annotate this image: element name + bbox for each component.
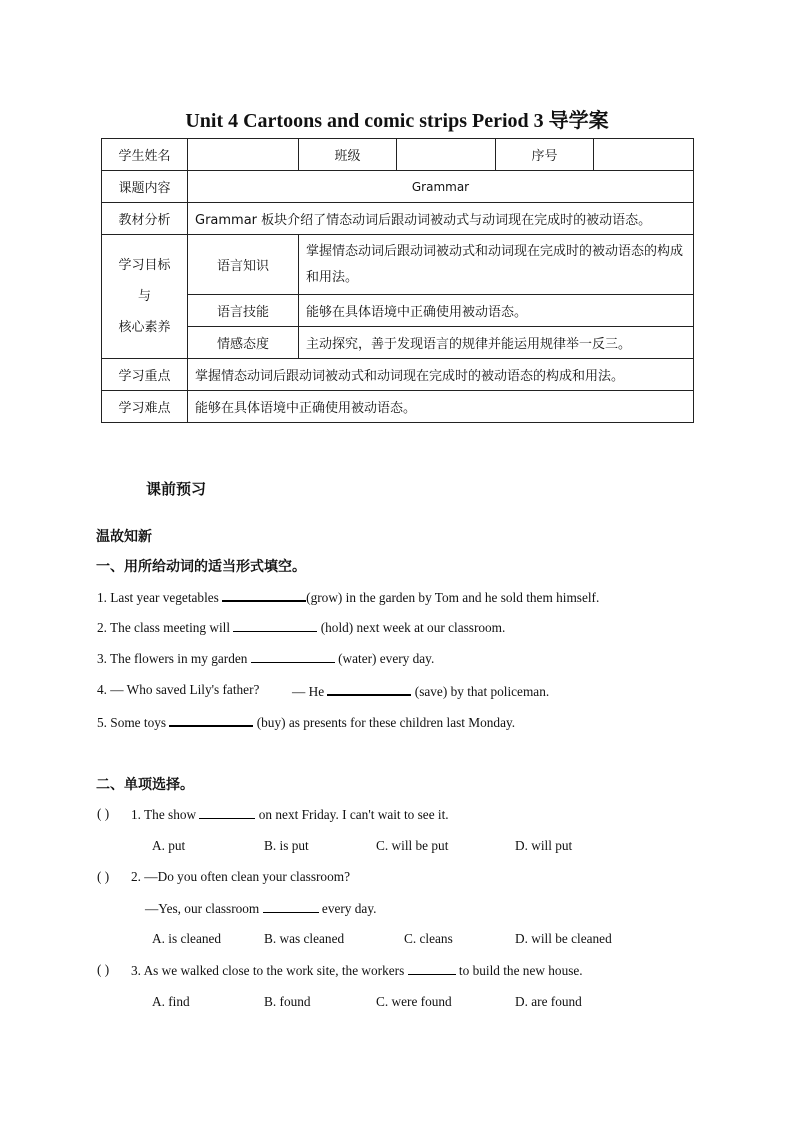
table-row <box>102 391 694 423</box>
skill-label: 语言技能 <box>188 295 299 327</box>
answer-blank[interactable] <box>327 682 411 696</box>
analysis-label: 教材分析 <box>102 203 188 235</box>
question-text: 5. Some toys <box>97 715 170 730</box>
answer-blank[interactable] <box>263 900 319 913</box>
question-text: on next Friday. I can't wait to see it. <box>255 807 449 822</box>
table-row <box>102 235 694 295</box>
question-text: (water) every day. <box>334 651 435 666</box>
seat-no-cell[interactable] <box>594 139 694 171</box>
fill-question-2 <box>97 619 505 636</box>
preview-heading: 课前预习 <box>146 480 207 498</box>
option-b[interactable]: B. is put <box>264 838 309 853</box>
fill-question-4 <box>97 682 259 698</box>
fill-question-3 <box>97 650 434 667</box>
info-table <box>101 138 694 423</box>
goals-label-line: 学习目标 <box>118 258 171 273</box>
student-name-label: 学生姓名 <box>102 139 188 171</box>
answer-blank[interactable] <box>233 619 317 632</box>
table-row <box>102 295 694 327</box>
student-name-cell[interactable] <box>188 139 299 171</box>
option-c[interactable]: C. will be put <box>376 838 449 853</box>
question-text: (buy) as presents for these children last Monday. <box>253 715 516 730</box>
fill-question-1 <box>97 588 599 606</box>
knowledge-label: 语言知识 <box>188 235 299 295</box>
question-text: 1. Last year vegetables <box>97 590 223 605</box>
question-text: 4. — Who saved Lily's father? <box>97 682 260 697</box>
question-text: (save) by that policeman. <box>411 684 550 699</box>
question-text: —Yes, our classroom <box>145 901 263 916</box>
seat-no-label: 序号 <box>496 139 594 171</box>
skill-value: 能够在具体语境中正确使用被动语态。 <box>299 295 694 327</box>
fill-question-5 <box>97 713 515 731</box>
knowledge-value: 掌握情态动词后跟动词被动式和动词现在完成时的被动语态的构成和用法。 <box>299 235 694 295</box>
topic-label: 课题内容 <box>102 171 188 203</box>
part1-heading: 一、用所给动词的适当形式填空。 <box>96 559 306 575</box>
question-text: 1. The show <box>131 807 200 822</box>
answer-blank[interactable] <box>199 806 255 819</box>
table-row <box>102 139 694 171</box>
fill-question-4-answer <box>292 682 549 700</box>
mc-question-2: 2. —Do you often clean your classroom? <box>131 869 350 884</box>
attitude-value: 主动探究，善于发现语言的规律并能运用规律举一反三。 <box>299 327 694 359</box>
attitude-label: 情感态度 <box>188 327 299 359</box>
goals-label-line: 核心素养 <box>118 320 171 335</box>
option-d[interactable]: D. are found <box>515 994 582 1009</box>
table-row <box>102 359 694 391</box>
table-row <box>102 203 694 235</box>
goals-label <box>102 235 188 359</box>
question-text: 3. As we walked close to the work site, the workers <box>131 963 408 978</box>
question-text: every day. <box>318 901 377 916</box>
option-d[interactable]: D. will be cleaned <box>515 931 612 946</box>
table-row <box>102 171 694 203</box>
question-text: 3. The flowers in my garden <box>97 651 251 666</box>
mc-answer-paren[interactable]: ( ) <box>97 806 110 821</box>
part2-heading: 二、单项选择。 <box>96 777 194 793</box>
difficulty-value: 能够在具体语境中正确使用被动语态。 <box>188 391 694 423</box>
answer-blank[interactable] <box>169 713 253 727</box>
option-c[interactable]: C. were found <box>376 994 452 1009</box>
mc-answer-paren[interactable]: ( ) <box>97 962 110 977</box>
option-d[interactable]: D. will put <box>515 838 573 853</box>
class-cell[interactable] <box>397 139 496 171</box>
question-text: 2. The class meeting will <box>97 620 234 635</box>
mc-question-1 <box>131 806 449 823</box>
class-label: 班级 <box>299 139 397 171</box>
option-a[interactable]: A. find <box>152 994 190 1009</box>
mc-question-3 <box>131 962 583 979</box>
option-b[interactable]: B. was cleaned <box>264 931 345 946</box>
mc-answer-paren[interactable]: ( ) <box>97 869 110 884</box>
question-text: to build the new house. <box>455 963 583 978</box>
option-a[interactable]: A. put <box>152 838 186 853</box>
answer-blank[interactable] <box>408 962 456 975</box>
focus-label: 学习重点 <box>102 359 188 391</box>
answer-blank[interactable] <box>251 650 335 663</box>
answer-blank[interactable] <box>222 588 306 602</box>
question-text: (hold) next week at our classroom. <box>317 620 506 635</box>
analysis-value: Grammar 板块介绍了情态动词后跟动词被动式与动词现在完成时的被动语态。 <box>188 203 694 235</box>
focus-value: 掌握情态动词后跟动词被动式和动词现在完成时的被动语态的构成和用法。 <box>188 359 694 391</box>
topic-value: Grammar <box>188 171 694 203</box>
option-a[interactable]: A. is cleaned <box>152 931 222 946</box>
difficulty-label: 学习难点 <box>102 391 188 423</box>
review-heading: 温故知新 <box>96 529 152 545</box>
page-title: Unit 4 Cartoons and comic strips Period 3 导学案 <box>185 110 609 132</box>
mc-question-2-reply <box>145 900 376 917</box>
goals-label-line: 与 <box>137 289 151 304</box>
question-text: — He <box>292 684 328 699</box>
option-c[interactable]: C. cleans <box>404 931 453 946</box>
question-text: (grow) in the garden by Tom and he sold them himself. <box>306 590 600 605</box>
option-b[interactable]: B. found <box>264 994 311 1009</box>
table-row <box>102 327 694 359</box>
